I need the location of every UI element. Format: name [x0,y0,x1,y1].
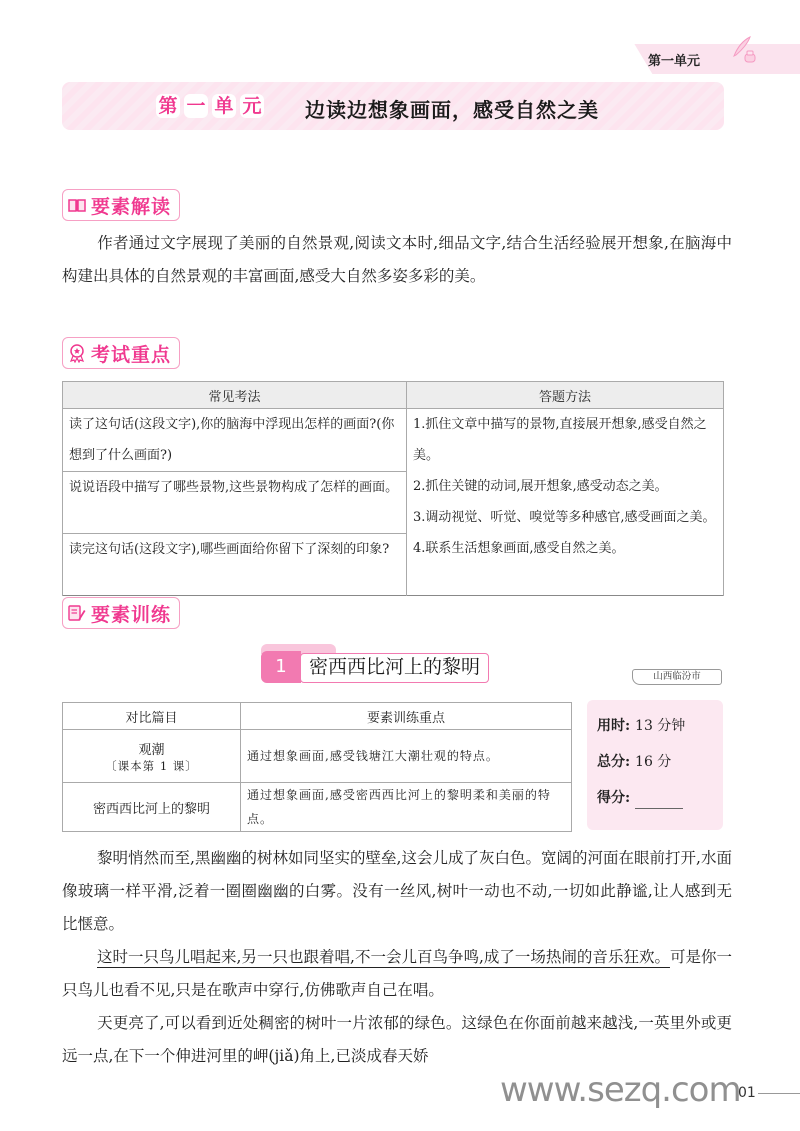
article-source: 〔课本第 1 课〕 [105,758,198,773]
region-tag: 山西临汾市 [632,669,722,685]
exam-focus-table [62,381,724,596]
section-label: 要素解读 [91,195,172,218]
article-cell [63,730,241,783]
table-header-row [63,382,724,409]
notepad-pen-icon [67,603,87,623]
table-header-row [63,703,572,730]
methods-cell [407,409,724,596]
book-icon [67,195,87,215]
page-number: 01 [738,1085,756,1101]
banner-unit-label [156,94,264,118]
method-item: 1.抓住文章中描写的景物,直接展开想象,感受自然之美。 [413,417,707,463]
table-row [63,783,572,832]
quill-ink-icon [728,34,758,64]
got-score-row: 得分: [597,788,713,809]
score-box [587,700,723,830]
column-header: 对比篇目 [63,703,241,730]
passage-paragraph-1: 黎明悄然而至,黑幽幽的树林如同坚实的壁垒,这会儿成了灰白色。宽阔的河面在眼前打开,水面像玻璃一样平滑,泛着一圈圈幽幽的白雾。没有一丝风,树叶一动也不动,一切如此静谧,让人感到无比惬意。 [62,849,732,933]
total-score-value: 16 分 [635,754,672,770]
score-blank-field[interactable] [635,795,683,809]
time-row: 用时: 13 分钟 [597,718,686,734]
method-item: 4.联系生活想象画面,感受自然之美。 [413,541,625,556]
banner-title: 边读边想象画面，感受自然之美 [305,98,599,122]
lesson-title: 密西西比河上的黎明 [300,653,489,683]
banner-unit-char: 第 [156,94,180,118]
section-tag-training [62,597,180,629]
article-cell [63,783,241,832]
compare-table [62,702,572,832]
method-item: 2.抓住关键的动词,展开想象,感受动态之美。 [413,479,668,494]
award-ribbon-icon [67,343,87,363]
question-cell: 说说语段中描写了哪些景物,这些景物构成了怎样的画面。 [63,472,407,534]
focus-cell: 通过想象画面,感受密西西比河上的黎明柔和美丽的特点。 [241,783,572,832]
banner-unit-char: 单 [212,94,236,118]
page-rule [758,1093,800,1094]
column-header: 要素训练重点 [241,703,572,730]
table-row [63,730,572,783]
section-label: 要素训练 [91,603,172,626]
unit-tab-label: 第一单元 [648,54,701,69]
interpretation-text: 作者通过文字展现了美丽的自然景观,阅读文本时,细品文字,结合生活经验展开想象,在脑海中构建出具体的自然景观的丰富画面,感受大自然多姿多彩的美。 [62,234,732,285]
question-cell: 读了这句话(这段文字),你的脑海中浮现出怎样的画面?(你想到了什么画面?) [63,409,407,472]
column-header: 常见考法 [63,382,407,409]
total-score-row: 总分: 16 分 [597,754,672,770]
section-tag-exam-focus [62,337,180,369]
article-title: 观潮 [138,742,165,758]
underlined-sentence: 这时一只鸟儿唱起来,另一只也跟着唱,不一会儿百鸟争鸣,成了一场热闹的音乐狂欢。 [97,948,670,966]
column-header: 答题方法 [407,382,724,409]
passage-paragraph-3: 天更亮了,可以看到近处稠密的树叶一片浓郁的绿色。这绿色在你面前越来越浅,一英里外或更远一点,在下一个伸进河里的岬(jiǎ)角上,已淡成春天娇 [62,1014,732,1065]
focus-cell: 通过想象画面,感受钱塘江大潮壮观的特点。 [241,730,572,783]
banner-unit-char: 元 [240,94,264,118]
section-label: 考试重点 [91,343,172,366]
section-tag-interpretation [62,189,180,221]
unit-tab [620,44,800,74]
table-row [63,409,724,472]
banner-unit-char: 一 [184,94,208,118]
lesson-number: 1 [261,651,301,683]
passage-paragraph-2: 这时一只鸟儿唱起来,另一只也跟着唱,不一会儿百鸟争鸣,成了一场热闹的音乐狂欢。可是你一只鸟儿也看不见,只是在歌声中穿行,仿佛歌声自己在唱。 [62,948,732,999]
article-title: 密西西比河上的黎明 [92,801,210,817]
time-value: 13 分钟 [635,718,686,734]
question-cell: 读完这句话(这段文字),哪些画面给你留下了深刻的印象? [63,534,407,596]
method-item: 3.调动视觉、听觉、嗅觉等多种感官,感受画面之美。 [413,510,716,525]
watermark: www.sezq.com [500,1070,741,1110]
